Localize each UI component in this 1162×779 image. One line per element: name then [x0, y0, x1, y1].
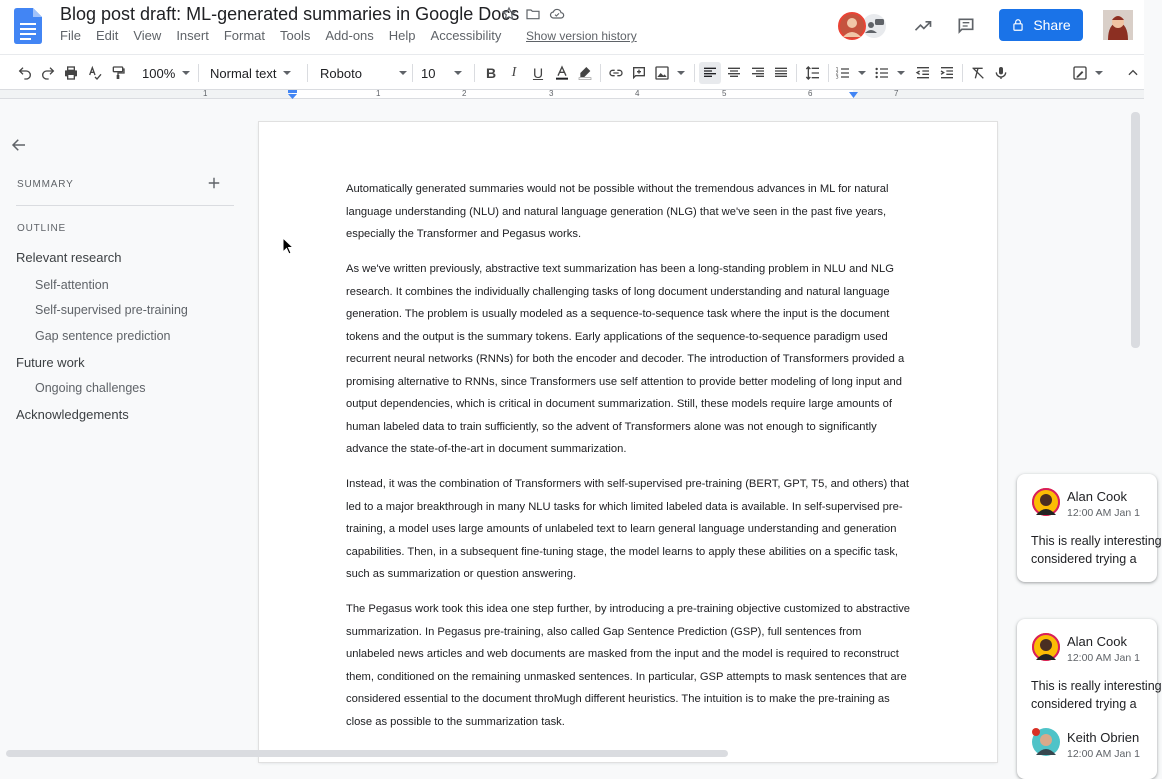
menu-accessibility[interactable]: Accessibility	[430, 28, 502, 43]
increase-indent-icon[interactable]	[936, 62, 958, 84]
highlight-color-icon[interactable]	[574, 62, 596, 84]
chevron-down-icon	[897, 71, 905, 75]
comment-author: Alan Cook	[1067, 489, 1127, 504]
ruler-number: 4	[635, 89, 640, 98]
document-page[interactable]	[259, 122, 997, 762]
bold-icon[interactable]: B	[485, 65, 497, 81]
horizontal-scrollbar[interactable]	[6, 750, 728, 757]
ruler-number: 2	[462, 89, 467, 98]
document-body[interactable]	[346, 178, 911, 746]
bulleted-list-icon[interactable]	[874, 62, 904, 84]
activity-dashboard-icon[interactable]	[908, 11, 938, 41]
star-icon[interactable]	[500, 5, 518, 23]
account-avatar[interactable]	[1103, 10, 1133, 40]
outline-item-future-work[interactable]: Future work	[16, 355, 85, 370]
menu-format[interactable]: Format	[223, 28, 265, 43]
formatting-toolbar	[0, 54, 1144, 90]
menu-file[interactable]: File	[60, 28, 81, 43]
paragraph[interactable]: Instead, it was the combination of Transformers with self-supervised pre-training (BERT, GPT, T5, and others) that led to a major breakthrough in many NLU tasks for which limited labeled data is available. In self-supervised pre-training, a model uses large amounts of unlabeled text to learn general language understanding and generation capabilities. Then, in a subsequent fine-tuning stage, the model learns to apply these abilities on a specific task, such as summarization or question answering.	[346, 478, 909, 580]
menu-help[interactable]: Help	[388, 28, 416, 43]
comment-history-icon[interactable]	[951, 11, 981, 41]
align-right-icon[interactable]	[747, 62, 769, 84]
justify-icon[interactable]	[770, 62, 792, 84]
insert-image-icon[interactable]	[652, 62, 686, 84]
comment-text-line: considered trying a	[1031, 552, 1137, 566]
comment-text-line: This is really interesting	[1031, 534, 1162, 548]
italic-icon[interactable]: I	[511, 65, 517, 80]
comment-card[interactable]	[1017, 474, 1162, 582]
reply-timestamp: 12:00 AM Jan 1	[1067, 748, 1140, 760]
ruler-number: 1	[376, 89, 381, 98]
ruler-number: 5	[722, 89, 727, 98]
menu-view[interactable]: View	[133, 28, 162, 43]
text-color-icon[interactable]	[551, 62, 573, 84]
comment-timestamp: 12:00 AM Jan 1	[1067, 652, 1140, 664]
comment-text	[1031, 677, 1162, 713]
clear-formatting-icon[interactable]	[967, 62, 989, 84]
comment-text-line: considered trying a	[1031, 697, 1137, 711]
ruler-number: 6	[808, 89, 813, 98]
undo-icon[interactable]	[14, 62, 36, 84]
chevron-down-icon	[858, 71, 866, 75]
chevron-down-icon	[677, 71, 685, 75]
menu-add-ons[interactable]: Add-ons	[325, 28, 374, 43]
voice-typing-icon[interactable]	[990, 62, 1012, 84]
menu-edit[interactable]: Edit	[95, 28, 119, 43]
right-indent-marker-icon[interactable]	[848, 90, 859, 99]
document-outline-panel	[0, 100, 250, 758]
chevron-down-icon	[454, 71, 462, 75]
comment-card[interactable]	[1017, 619, 1162, 779]
vertical-scrollbar[interactable]	[1131, 112, 1140, 348]
print-icon[interactable]	[60, 62, 82, 84]
paint-format-icon[interactable]	[107, 62, 129, 84]
zoom-select[interactable]	[142, 62, 190, 84]
horizontal-ruler[interactable]	[0, 90, 1144, 99]
menu-bar	[60, 28, 516, 46]
font-size-select[interactable]	[421, 62, 462, 84]
menu-tools[interactable]: Tools	[280, 28, 311, 43]
comment-timestamp: 12:00 AM Jan 1	[1067, 507, 1140, 519]
document-title[interactable]: Blog post draft: ML-generated summaries in Google Docs	[60, 4, 520, 24]
svg-text:2: 2	[835, 71, 839, 77]
summary-heading: SUMMARY	[17, 179, 74, 190]
chevron-down-icon	[1095, 71, 1103, 75]
ruler-number: 3	[549, 89, 554, 98]
left-indent-marker-icon[interactable]	[287, 90, 298, 99]
align-left-icon[interactable]	[699, 62, 721, 84]
outline-heading: OUTLINE	[17, 223, 66, 234]
comment-text-line: This is really interesting	[1031, 679, 1162, 693]
line-spacing-icon[interactable]	[802, 62, 824, 84]
font-size-value: 10	[421, 65, 436, 81]
ruler-number: 1	[203, 89, 208, 98]
editing-mode-icon[interactable]	[1070, 62, 1104, 84]
comment-author: Alan Cook	[1067, 634, 1127, 649]
close-outline-arrow-icon[interactable]	[10, 136, 28, 154]
move-folder-icon[interactable]	[524, 5, 542, 23]
comment-author-avatar	[1032, 633, 1060, 661]
outline-item-ongoing-challenges[interactable]: Ongoing challenges	[35, 381, 146, 395]
align-center-icon[interactable]	[723, 62, 745, 84]
chevron-down-icon	[399, 71, 407, 75]
chevron-down-icon	[182, 71, 190, 75]
svg-text:3: 3	[835, 75, 839, 81]
svg-text:1: 1	[835, 67, 839, 73]
zoom-value: 100%	[142, 65, 176, 81]
lock-icon	[1011, 18, 1025, 32]
outline-item-self-attention[interactable]: Self-attention	[35, 278, 109, 292]
paragraph[interactable]: The Pegasus work took this idea one step further, by introducing a pre-training objective customized to abstractive summarization. In Pegasus pre-training, also called Gap Sentence Prediction (GSP), full sentences from unlabeled news articles and web documents are masked from the input and the model is required to reconstruct them, conditioned on the remaining unmasked sentences. In particular, GSP attempts to mask sentences that are considered essential to the document throMugh different heuristics. The intuition is to make the pre-training as close as possible to the summarization task.	[346, 603, 911, 728]
comment-author-avatar	[1032, 488, 1060, 516]
share-button[interactable]	[999, 9, 1083, 41]
spellcheck-icon[interactable]	[84, 62, 106, 84]
paragraph-style-value: Normal text	[210, 65, 277, 81]
outline-item-relevant-research[interactable]: Relevant research	[16, 250, 122, 265]
reply-author-avatar	[1032, 728, 1060, 756]
cloud-saved-icon[interactable]	[548, 5, 566, 23]
outline-item-acknowledgements[interactable]: Acknowledgements	[16, 407, 129, 422]
ruler-number: 7	[894, 89, 899, 98]
reply-author: Keith Obrien	[1067, 730, 1140, 745]
paragraph[interactable]: As we've written previously, abstractive text summarization has been a long-standing problem in NLU and NLG research. It combines the individually challenging tasks of long document understanding and natural language generation. The problem is usually modeled as a sequence-to-sequence task where the input is the document tokens and the output is the summary tokens. Early applications of the sequence-to-sequence paradigm used recurrent neural networks (RNNs) for both the encoder and decoder. The introduction of Transformers provided a promising alternative to RNNs, since Transformers use self attention to provide better modeling of long input and output dependencies, which is critical in document summarization. Still, these models require large amounts of human labeled data to train sufficiently, so the advent of Transformers alone was not enough to significantly advance the state-of-the-art in document summarization.	[346, 263, 905, 455]
redo-icon[interactable]	[37, 62, 59, 84]
chevron-down-icon	[283, 71, 291, 75]
paragraph-style-select[interactable]	[210, 62, 291, 84]
numbered-list-icon[interactable]	[835, 62, 865, 84]
comment-text	[1031, 532, 1162, 568]
add-summary-button[interactable]	[205, 174, 223, 192]
menu-insert[interactable]: Insert	[176, 28, 209, 43]
sidebar-divider	[16, 205, 234, 206]
plus-icon	[207, 176, 221, 190]
app-header	[0, 0, 1144, 54]
underline-icon[interactable]: U	[532, 65, 544, 81]
outline-item-gap-sentence-prediction[interactable]: Gap sentence prediction	[35, 329, 171, 343]
mouse-pointer-icon	[282, 237, 294, 255]
hide-menus-icon[interactable]	[1122, 62, 1144, 84]
outline-item-self-supervised-pre-training[interactable]: Self-supervised pre-training	[35, 303, 188, 317]
version-history-link[interactable]: Show version history	[526, 29, 637, 43]
font-value: Roboto	[320, 65, 362, 81]
decrease-indent-icon[interactable]	[912, 62, 934, 84]
insert-link-icon[interactable]	[605, 62, 627, 84]
add-comment-icon[interactable]	[628, 62, 650, 84]
google-docs-logo-icon[interactable]	[14, 8, 42, 44]
font-select[interactable]	[320, 62, 407, 84]
share-label: Share	[1033, 17, 1071, 33]
paragraph[interactable]: Automatically generated summaries would not be possible without the tremendous advances in ML for natural language understanding (NLU) and natural language generation (NLG) that we've seen in the past five years, especially the Transformer and Pegasus works.	[346, 183, 889, 240]
collaborator-avatars[interactable]	[838, 11, 890, 41]
